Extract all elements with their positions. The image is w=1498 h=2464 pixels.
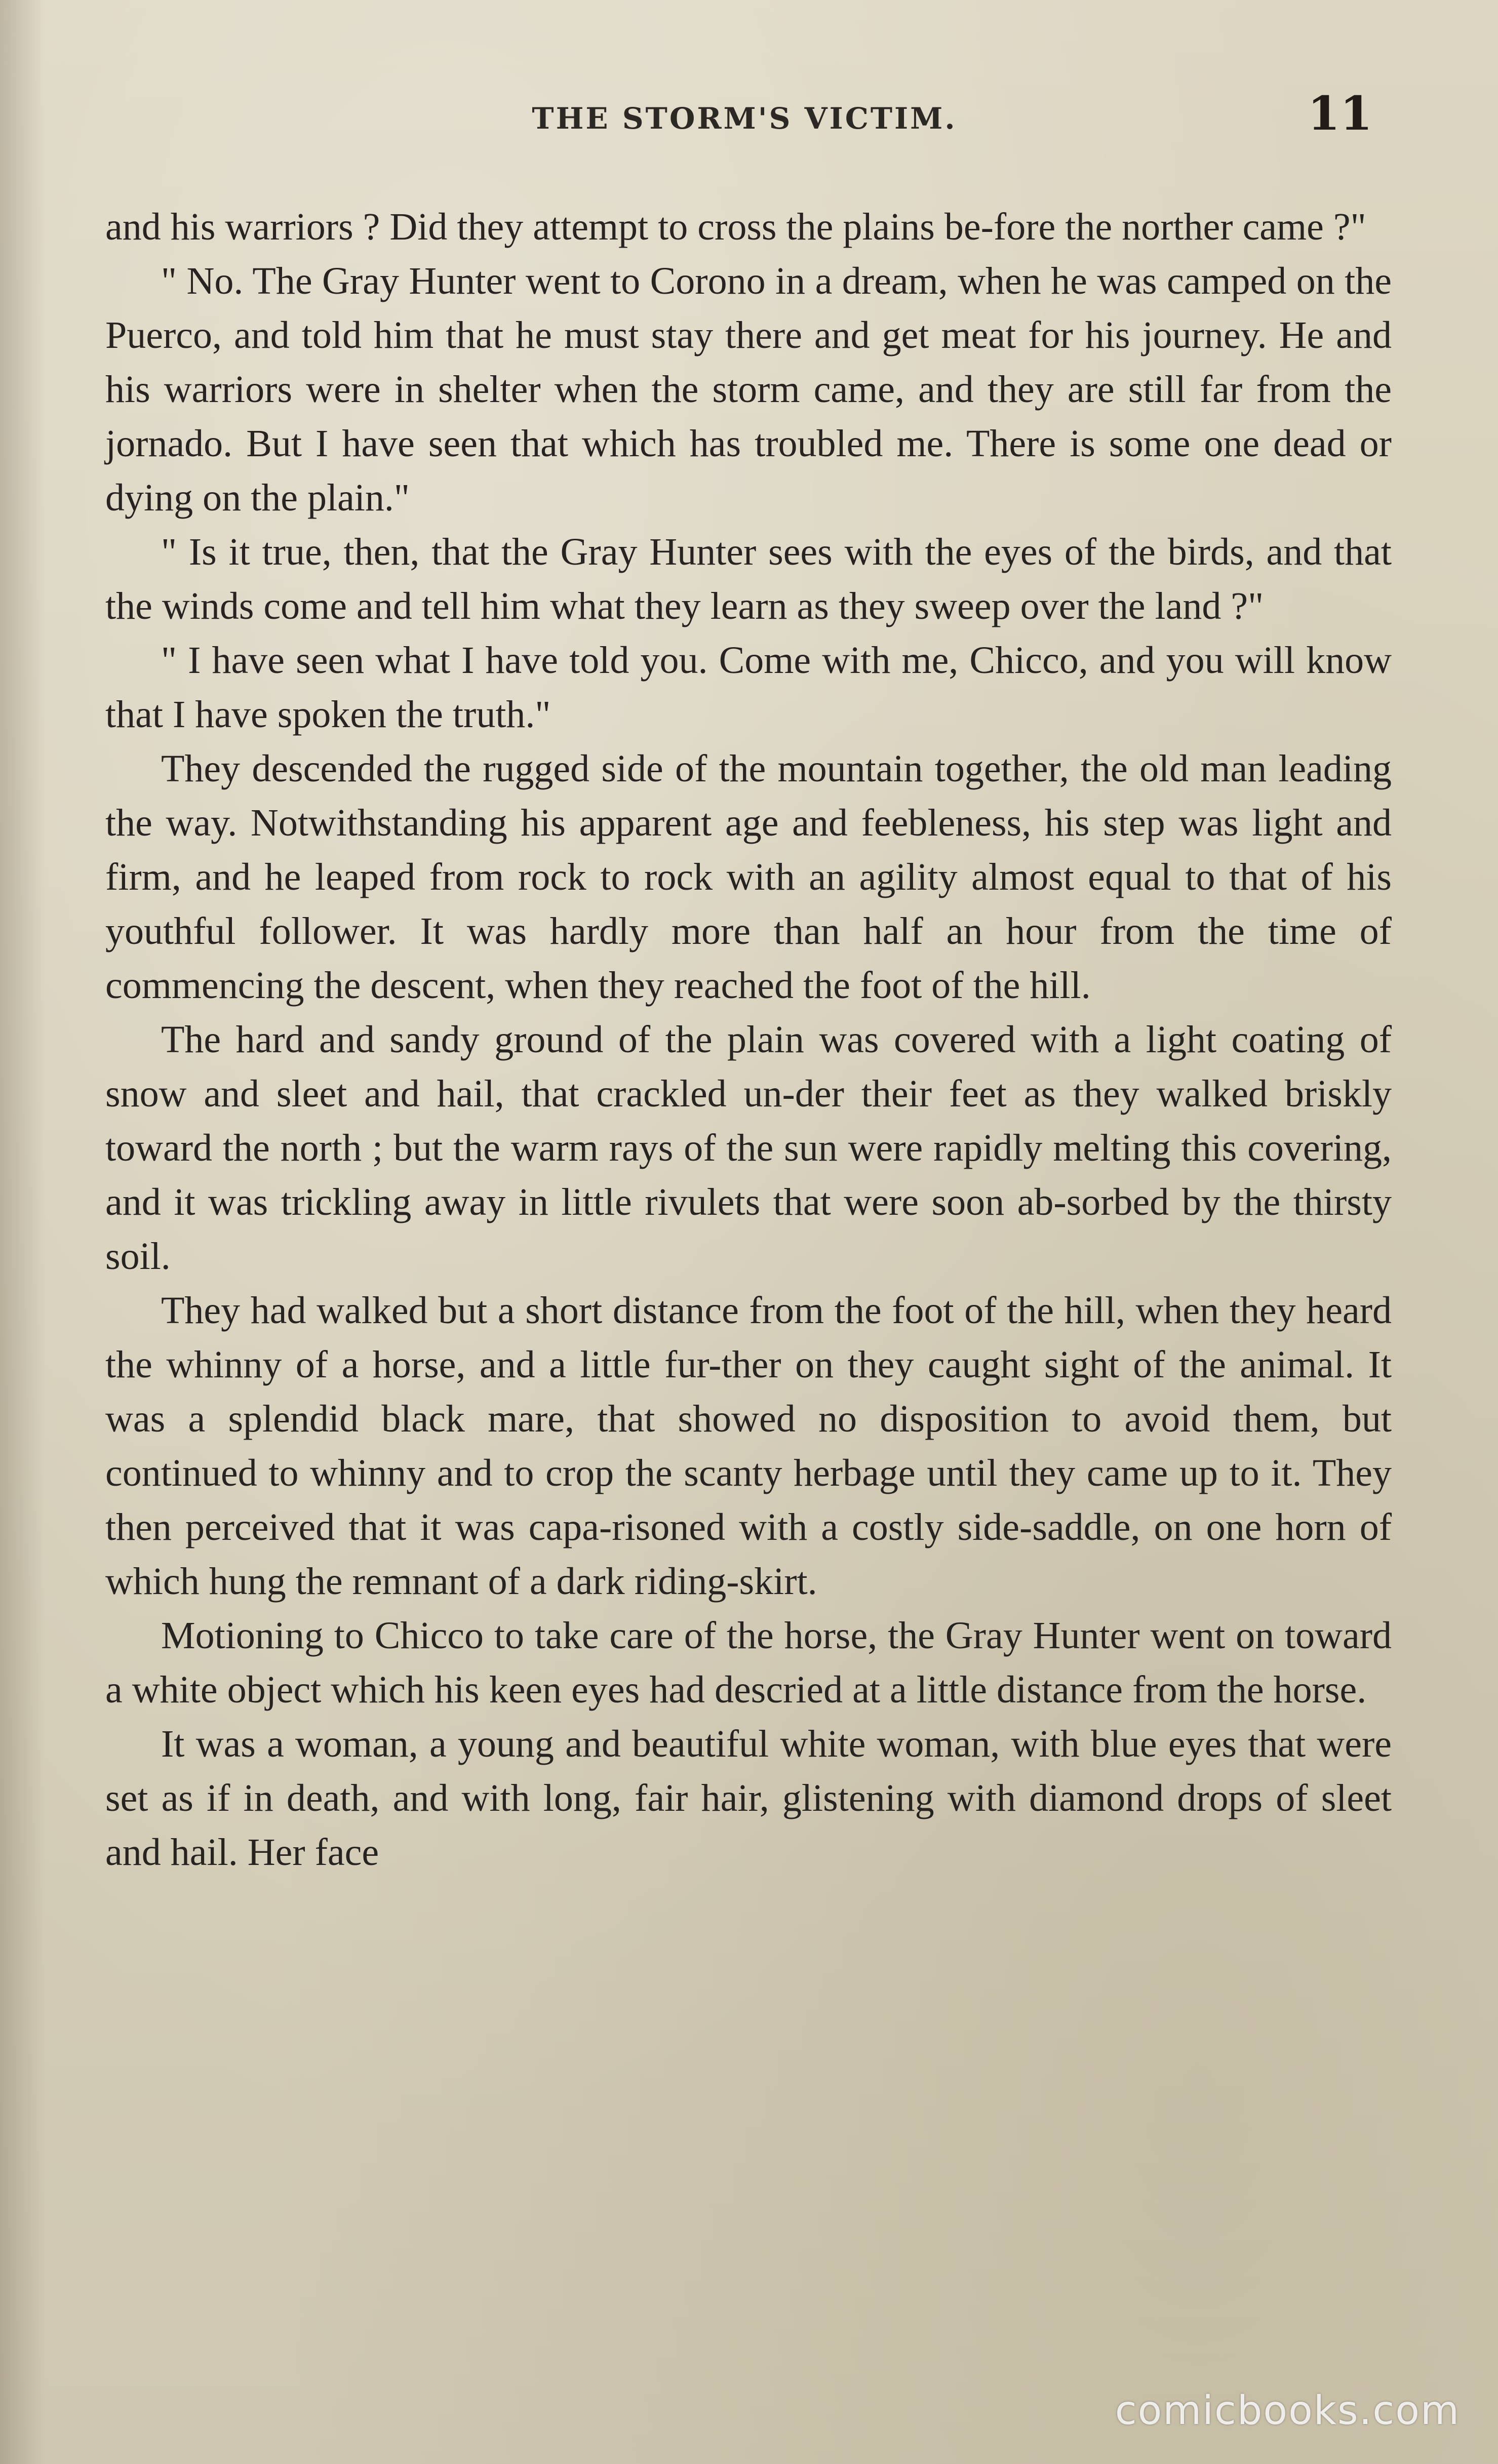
page-edge-shadow xyxy=(0,0,46,2464)
paragraph: They had walked but a short distance from the foot of the hill, when they heard the whinny of a horse, and a little fur-ther on they caught sight of the animal. It was a splendid black mare, that showed no disposition to avoid them, but continued to whinny and to crop the scanty herbage until they came up to it. They then perceived that it was capa-risoned with a costly side-saddle, on one horn of which hung the remnant of a dark riding-skirt. xyxy=(105,1289,1392,1603)
page-number: 11 xyxy=(1307,86,1372,141)
page-header xyxy=(116,81,1372,157)
paragraph: It was a woman, a young and beautiful white woman, with blue eyes that were set as if in death, and with long, fair hair, glistening with diamond drops of sleet and hail. Her face xyxy=(105,1723,1392,1874)
running-head: THE STORM'S VICTIM. xyxy=(532,101,957,136)
paragraph: The hard and sandy ground of the plain was covered with a light coating of snow and sleet and hail, that crackled un-der their feet as they walked briskly toward the north ; but the warm rays of the sun were rapidly melting this covering, and it was trickling away in little rivulets that were soon ab-sorbed by the thirsty soil. xyxy=(105,1018,1392,1278)
paragraph: " No. The Gray Hunter went to Corono in a dream, when he was camped on the Puerco, and told him that he must stay there and get meat for his journey. He and his warriors were in shelter when the storm came, and they are still far from the jornado. But I have seen that which has troubled me. There is some one dead or dying on the plain." xyxy=(105,260,1392,519)
paragraph: They descended the rugged side of the mountain together, the old man leading the way. Notwithstanding his apparent age and feebleness, his step was light and firm, and he leaped from rock to rock with an agility almost equal to that of his youthful follower. It was hardly more than half an hour from the time of commencing the descent, when they reached the foot of the hill. xyxy=(105,747,1392,1007)
site-watermark: comicbooks.com xyxy=(1115,2388,1460,2434)
paragraph: " Is it true, then, that the Gray Hunter sees with the eyes of the birds, and that the winds come and tell him what they learn as they sweep over the land ?" xyxy=(105,531,1392,627)
paragraph: " I have seen what I have told you. Come with me, Chicco, and you will know that I have spoken the truth." xyxy=(105,639,1392,736)
body-text xyxy=(105,200,1392,1880)
paragraph: Motioning to Chicco to take care of the horse, the Gray Hunter went on toward a white object which his keen eyes had descried at a little distance from the horse. xyxy=(105,1614,1392,1711)
paragraph: and his warriors ? Did they attempt to cross the plains be-fore the norther came ?" xyxy=(105,206,1366,248)
